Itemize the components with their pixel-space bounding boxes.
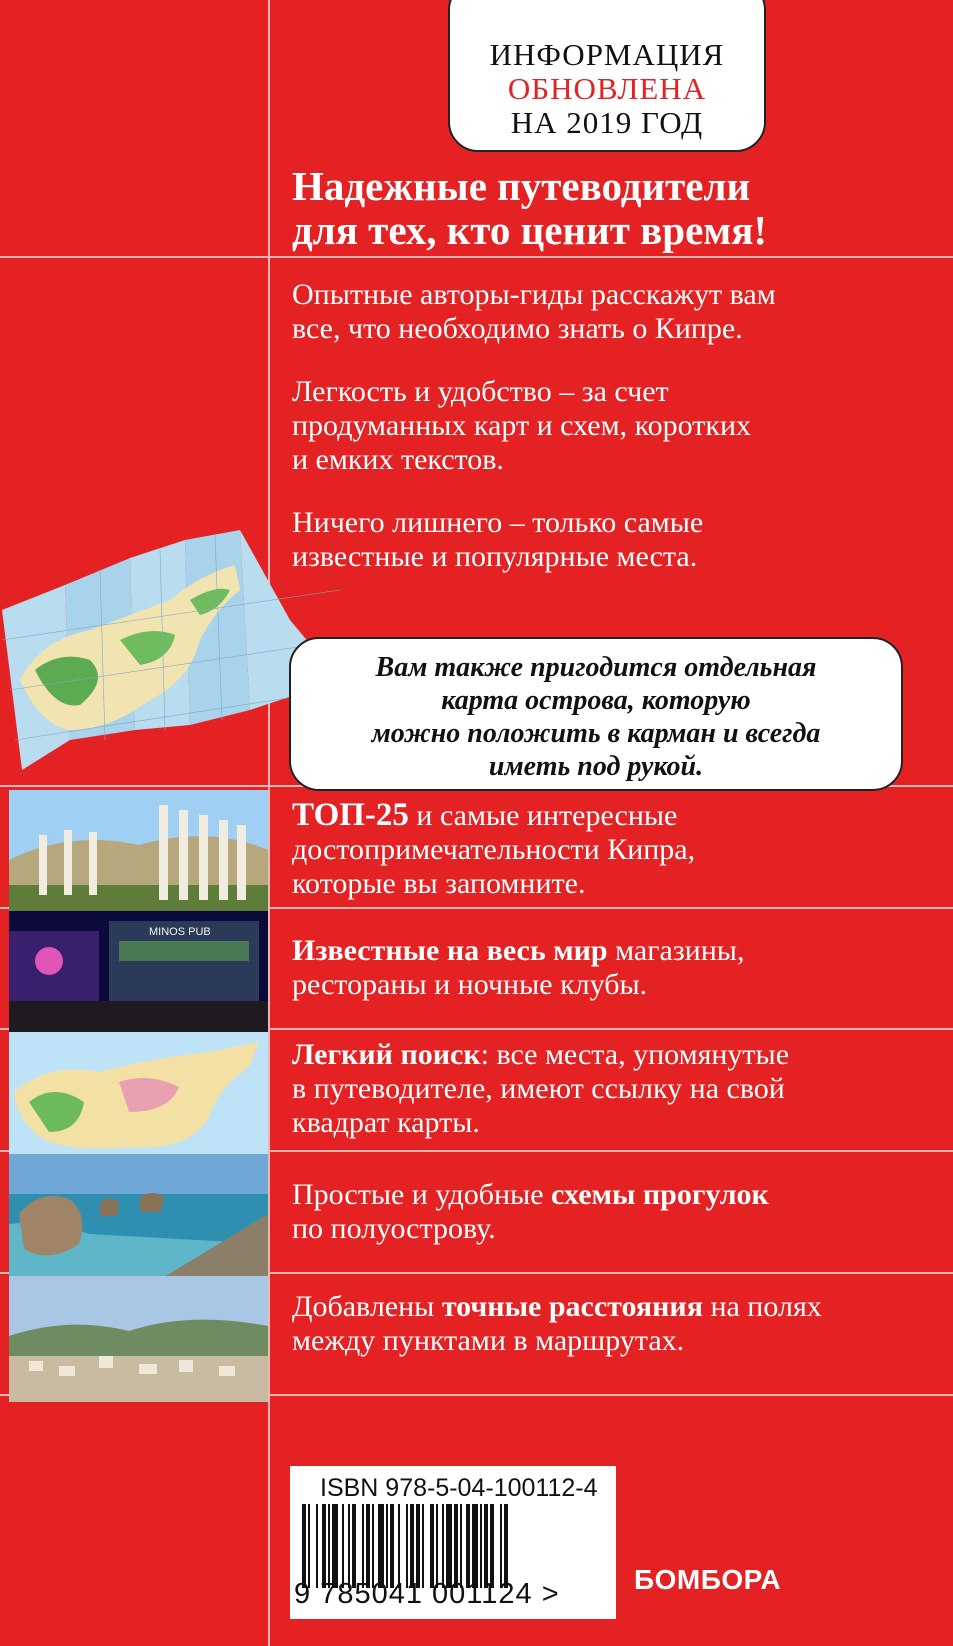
barcode-bar [472,1504,478,1588]
feature-distances: Добавлены точные расстояния на полях между пунктами в маршрутах. [292,1290,822,1357]
barcode: ISBN 978-5-04-100112-4 9 785041 001124 > [290,1466,616,1619]
map-note-box: Вам также пригодится отдельная карта острова, которую можно положить в карман и всегда иметь под рукой. [289,637,903,791]
intro-paragraph: Легкость и удобство – за счет продуманных карт и схем, коротких и емких текстов. [292,375,751,476]
intro-paragraph: Опытные авторы-гиды расскажут вам все, что необходимо знать о Кипре. [292,278,776,345]
night-pub-photo [9,911,268,1037]
barcode-bars [300,1504,596,1588]
barcode-bar [410,1504,414,1588]
horizontal-divider [0,256,953,258]
barcode-bar [316,1504,318,1588]
barcode-bar [372,1504,374,1588]
barcode-bar [342,1504,344,1588]
barcode-bar [504,1504,508,1588]
ruins-columns-photo [9,790,268,916]
island-map-thumbnail [9,1032,268,1158]
barcode-bar [430,1504,434,1588]
barcode-bar [328,1504,330,1588]
barcode-bar [460,1504,462,1588]
barcode-bar [480,1504,482,1588]
vertical-divider [268,0,270,1646]
barcode-bar [436,1504,438,1588]
barcode-bar [454,1504,458,1588]
feature-walks: Простые и удобные схемы прогулок по полуострову. [292,1178,769,1245]
feature-shops: Известные на весь мир магазины, рестораны и ночные клубы. [292,934,745,1001]
barcode-bar [378,1504,384,1588]
barcode-bar [386,1504,388,1588]
barcode-bar [500,1504,502,1588]
barcode-bar [308,1504,310,1588]
barcode-bar [352,1504,356,1588]
feature-search: Легкий поиск: все места, упомянутые в путеводителе, имеют ссылку на свой квадрат карты. [292,1038,790,1139]
barcode-bar [442,1504,444,1588]
barcode-bar [348,1504,350,1588]
barcode-bar [390,1504,394,1588]
update-badge: ИНФОРМАЦИЯ ОБНОВЛЕНА НА 2019 ГОД [448,0,766,152]
barcode-bar [416,1504,420,1588]
barcode-bar [332,1504,338,1588]
barcode-bar [366,1504,370,1588]
barcode-bar [422,1504,424,1588]
barcode-bar [466,1504,470,1588]
headline: Надежные путеводители для тех, кто ценит время! [292,163,768,253]
coast-rocks-photo [9,1154,268,1280]
barcode-bar [446,1504,452,1588]
barcode-bar [362,1504,364,1588]
village-photo [9,1276,268,1402]
svg-text:MINOS PUB: MINOS PUB [149,926,211,938]
feature-top25: ТОП-25 и самые интересные достопримечательности Кипра, которые вы запомните. [292,797,696,900]
barcode-bar [490,1504,494,1588]
barcode-bar [322,1504,326,1588]
barcode-bar [484,1504,488,1588]
barcode-bar [302,1504,306,1588]
intro-paragraph: Ничего лишнего – только самые известные и популярные места. [292,506,704,573]
barcode-bar [406,1504,408,1588]
barcode-bar [398,1504,400,1588]
publisher-logo: БОМБОРА [634,1564,782,1595]
